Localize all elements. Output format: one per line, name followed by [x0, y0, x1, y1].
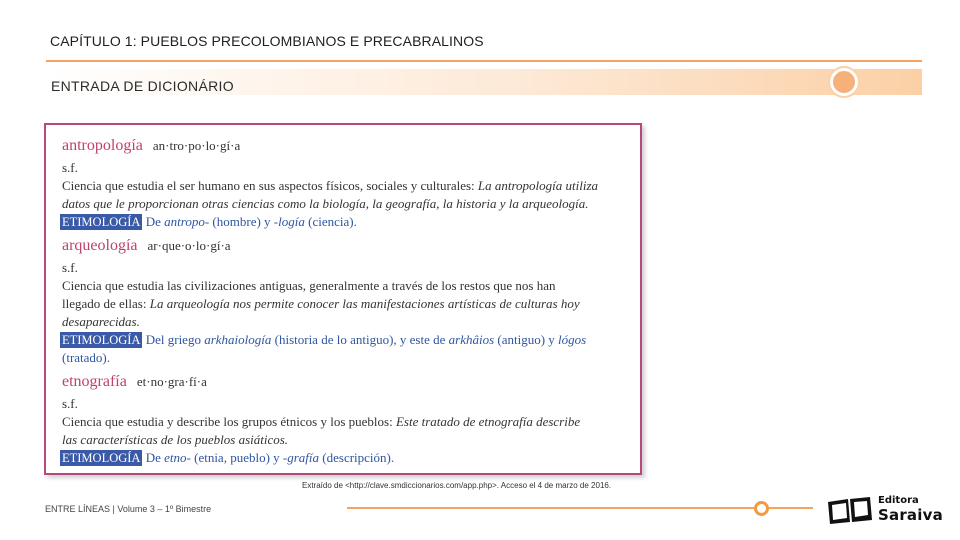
etymology-label: ETIMOLOGÍA: [62, 215, 141, 229]
footer-text: ENTRE LÍNEAS | Volume 3 – 1º Bimestre: [45, 504, 212, 514]
etymology-line: [60, 331, 632, 349]
etymology-text: De etno- (etnia, pueblo) y -grafía (descripción).: [142, 450, 395, 465]
syllables: ar·que·o·lo·gí·a: [147, 238, 231, 253]
dictionary-entry: [62, 373, 632, 467]
entry-head: [62, 237, 632, 259]
example-text: La antropología utiliza: [477, 178, 599, 193]
definition-line: [62, 195, 632, 213]
definition-line: [62, 295, 632, 313]
definition-text: Ciencia que estudia el ser humano en sus aspectos físicos, sociales y culturales:: [62, 178, 478, 193]
example-text: las características de los pueblos asiáticos.: [62, 432, 289, 447]
section-title: ENTRADA DE DICIONÁRIO: [51, 78, 234, 94]
example-text: datos que le proporcionan otras ciencias como la biología, la geografía, la historia y la arqueología.: [62, 196, 589, 211]
chapter-title: CAPÍTULO 1: PUEBLOS PRECOLOMBIANOS E PRECABRALINOS: [50, 33, 484, 49]
dictionary-entry: [62, 237, 632, 367]
logo-label-top: Editora: [878, 495, 919, 506]
chapter-rule: [46, 60, 922, 62]
syllables: et·no·gra·fí·a: [136, 374, 207, 389]
syllables: an·tro·po·lo·gí·a: [152, 138, 241, 153]
category: s.f.: [62, 396, 78, 411]
definition-text: Ciencia que estudia y describe los grupos étnicos y los pueblos:: [62, 414, 396, 429]
headword: etnografía: [62, 373, 127, 390]
definition-line: [62, 277, 632, 295]
definition-line: [62, 313, 632, 331]
definition-line: [62, 431, 632, 449]
etymology-label: ETIMOLOGÍA: [62, 451, 141, 465]
section-bar: [46, 69, 922, 95]
footer-circle-icon: [754, 501, 769, 516]
example-text: desaparecidas.: [62, 314, 140, 329]
footer-line: [347, 507, 813, 509]
definition-text: llegado de ellas:: [62, 296, 150, 311]
category: s.f.: [62, 260, 78, 275]
etymology-text: De antropo- (hombre) y -logía (ciencia).: [142, 214, 357, 229]
definition-line: [62, 177, 632, 195]
entry-head: [62, 137, 632, 159]
dictionary-box: [44, 123, 642, 475]
etymology-label: ETIMOLOGÍA: [62, 333, 141, 347]
etymology-line: (tratado).: [62, 350, 111, 365]
headword: antropología: [62, 137, 143, 154]
section-circle-icon: [830, 68, 858, 96]
headword: arqueología: [62, 237, 138, 254]
definition-line: [62, 413, 632, 431]
book-icon: [826, 496, 874, 526]
example-text: Este tratado de etnografía describe: [395, 414, 581, 429]
source-note: Extraído de <http://clave.smdiccionarios.com/app.php>. Acceso el 4 de marzo de 2016.: [302, 481, 612, 490]
etymology-text: Del griego arkhaiología (historia de lo antiguo), y este de arkhâios (antiguo) y lógos: [142, 332, 587, 347]
definition-text: Ciencia que estudia las civilizaciones antiguas, generalmente a través de los restos que nos han: [62, 278, 556, 293]
logo-label-main: Saraiva: [878, 506, 943, 524]
dictionary-entry: [62, 137, 632, 231]
entry-head: [62, 373, 632, 395]
publisher-logo: [826, 495, 942, 527]
etymology-line: [60, 213, 632, 231]
example-text: La arqueología nos permite conocer las manifestaciones artísticas de culturas hoy: [149, 296, 580, 311]
category: s.f.: [62, 160, 78, 175]
etymology-line: [60, 449, 632, 467]
